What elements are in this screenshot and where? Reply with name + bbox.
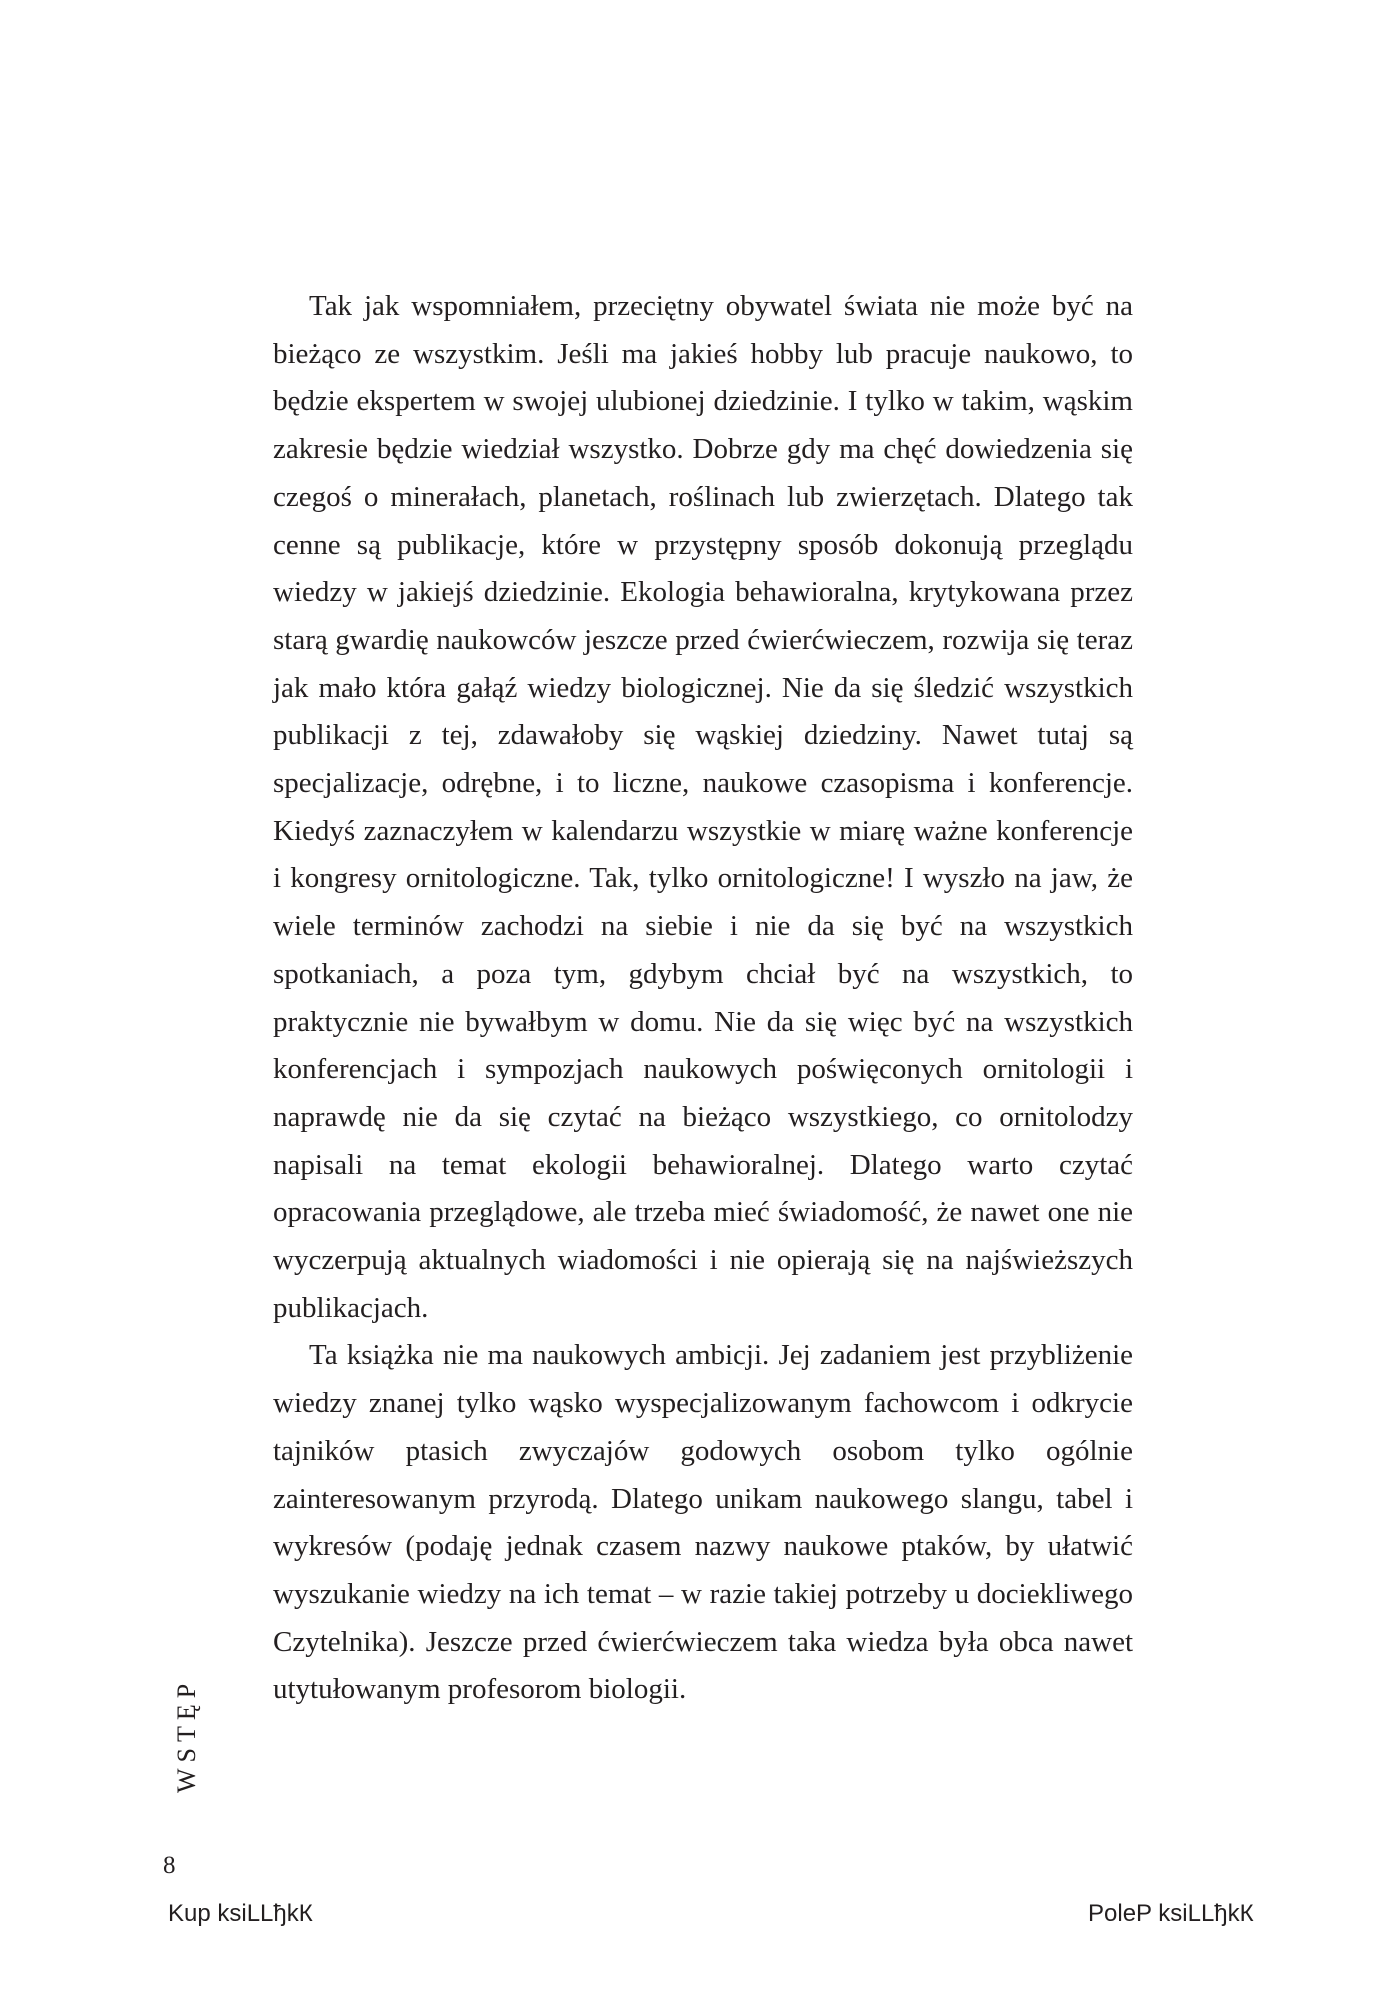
paragraph-1: Tak jak wspomniałem, przeciętny obywatel świata nie może być na bieżąco ze wszystkim. Jeśli ma jakieś hobby lub pracuje naukowo, to będzie ekspertem w swojej ulubionej dziedzinie. I tylko w takim, wąskim zakresie będzie wiedział wszystko. Dobrze gdy ma chęć dowiedzenia się czegoś o minerałach, planetach, roślinach lub zwierzętach. Dlatego tak cenne są publikacje, które w przystępny sposób dokonują przeglądu wiedzy w jakiejś dziedzinie. Ekologia behawioralna, krytykowana przez starą gwardię naukowców jeszcze przed ćwierćwieczem, rozwija się teraz jak mało która gałąź wiedzy biologicznej. Nie da się śledzić wszystkich publikacji z tej, zdawałoby się wąskiej dziedziny. Nawet tutaj są specjalizacje, odrębne, i to liczne, naukowe czasopisma i konferencje. Kiedyś zaznaczyłem w kalendarzu wszystkie w miarę ważne konferencje i kongresy ornitologiczne. Tak, tylko ornitologiczne! I wyszło na jaw, że wiele terminów zachodzi na siebie i nie da się być na wszystkich spotkaniach, a poza tym, gdybym chciał być na wszystkich, to praktycznie nie bywałbym w domu. Nie da się więc być na wszystkich konferencjach i sympozjach naukowych poświęconych ornitologii i naprawdę nie da się czytać na bieżąco wszystkiego, co ornitolodzy napisali na temat ekologii behawioralnej. Dlatego warto czytać opracowania przeglądowe, ale trzeba mieć świadomość, że nawet one nie wyczerpują aktualnych wiadomości i nie opierają się na najświeższych publikacjach. <box>273 290 1133 1324</box>
buy-book-link[interactable]: Kup ksiLLђkК <box>168 1900 313 1927</box>
running-head: WSTĘP <box>172 1677 201 1793</box>
page-number: 8 <box>163 1852 176 1879</box>
recommend-book-link[interactable]: PoleP ksiLLђkК <box>1088 1900 1254 1927</box>
paragraph-2: Ta książka nie ma naukowych ambicji. Jej zadaniem jest przybliżenie wiedzy znanej tylko wąsko wyspecjalizowanym fachowcom i odkrycie tajników ptasich zwyczajów godowych osobom tylko ogólnie zainteresowanym przyrodą. Dlatego unikam naukowego slangu, tabel i wykresów (podaję jednak czasem nazwy naukowe ptaków, by ułatwić wyszukanie wiedzy na ich temat – w razie takiej potrzeby u dociekliwego Czytelnika). Jeszcze przed ćwierćwieczem taka wiedza była obca nawet utytułowanym profesorom biologii. <box>273 1339 1133 1706</box>
body-text <box>273 283 1133 1714</box>
